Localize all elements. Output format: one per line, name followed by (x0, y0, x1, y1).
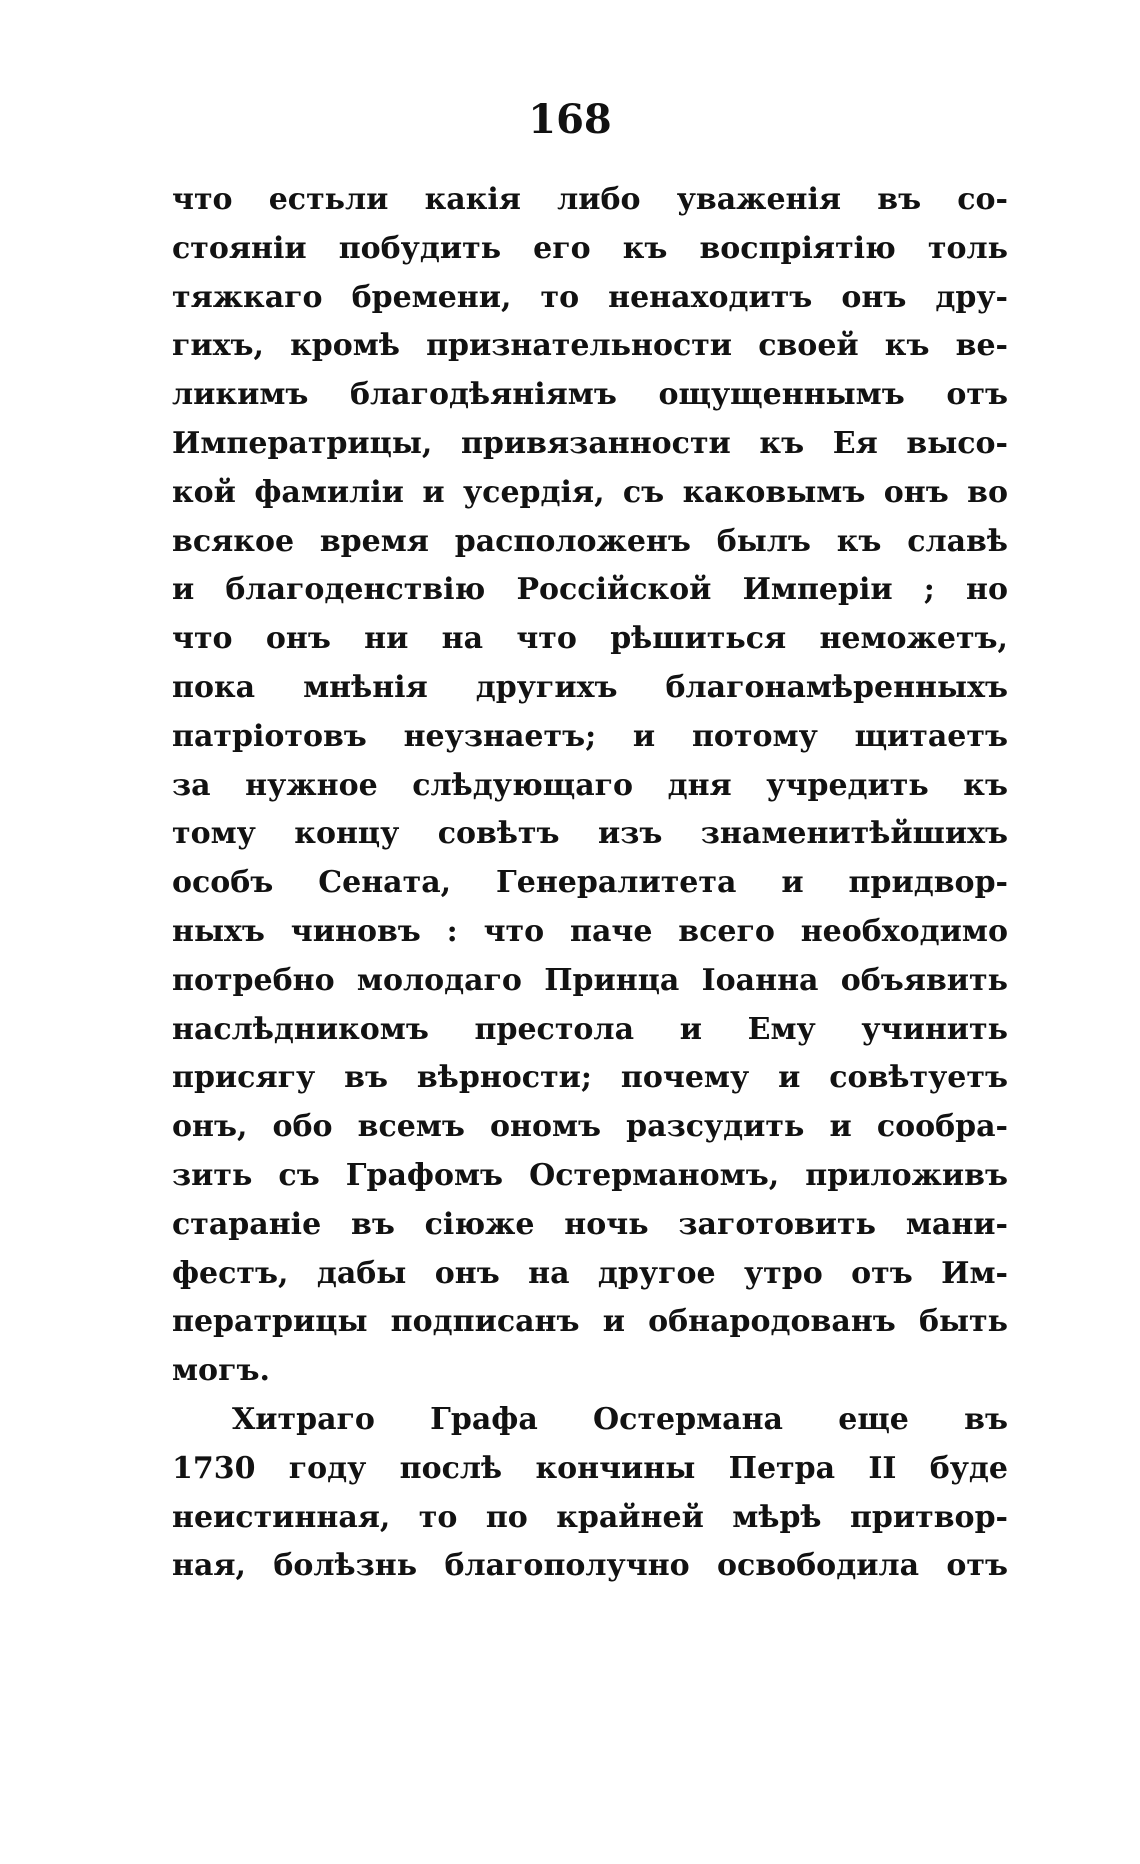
body-text (172, 176, 1008, 1591)
text-line: стояніи побудить его къ воспріятію толь (172, 230, 1008, 266)
text-line: ператрицы подписанъ и обнародованъ быть (172, 1304, 1008, 1340)
text-line: патріотовъ неузнаетъ; и потому щитаетъ (172, 718, 1008, 754)
text-line: онъ, обо всемъ ономъ разсудить и сообра- (172, 1109, 1008, 1145)
text-line: гихъ, кромѣ признательности своей къ ве- (172, 328, 1008, 364)
text-line: ная, болѣзнь благополучно освободила отъ (172, 1548, 1008, 1584)
text-line: могъ. (172, 1353, 270, 1389)
text-line: и благоденствію Россійской Имперіи ; но (172, 572, 1008, 608)
text-line: 1730 году послѣ кончины Петра II буде (172, 1450, 1008, 1486)
text-line: особъ Сената, Генералитета и придвор- (172, 865, 1008, 901)
text-line: ликимъ благодѣяніямъ ощущеннымъ отъ (172, 377, 1008, 413)
text-line: что онъ ни на что рѣшиться неможетъ, (172, 621, 1008, 657)
text-line: потребно молодаго Принца Іоанна объявить (172, 962, 1008, 998)
text-line: что естьли какія либо уваженія въ со- (172, 182, 1008, 217)
text-line: тяжкаго бремени, то ненаходитъ онъ дру- (172, 279, 1008, 315)
text-line: тому концу совѣтъ изъ знаменитѣйшихъ (172, 816, 1008, 852)
text-line: за нужное слѣдующаго дня учредить къ (172, 767, 1008, 803)
page-number: 168 (528, 96, 612, 143)
text-line: Императрицы, привязанности къ Ея высо- (172, 425, 1008, 461)
text-line: ныхъ чиновъ : что паче всего необходимо (172, 913, 1008, 949)
text-line: пока мнѣнія другихъ благонамѣренныхъ (172, 669, 1008, 705)
text-line: присягу въ вѣрности; почему и совѣтуетъ (172, 1060, 1008, 1096)
text-line: неистинная, то по крайней мѣрѣ притвор- (172, 1499, 1008, 1535)
text-line: Хитраго Графа Остермана еще въ (232, 1401, 1008, 1437)
text-line: фестъ, дабы онъ на другое утро отъ Им- (172, 1255, 1008, 1291)
text-line: всякое время расположенъ былъ къ славѣ (172, 523, 1008, 559)
text-line: стараніе въ сіюже ночь заготовить мани- (172, 1206, 1008, 1242)
text-line: кой фамиліи и усердія, съ каковымъ онъ во (172, 474, 1008, 510)
text-line: наслѣдникомъ престола и Ему учинить (172, 1011, 1008, 1047)
text-line: зить съ Графомъ Остерманомъ, приложивъ (172, 1157, 1008, 1193)
